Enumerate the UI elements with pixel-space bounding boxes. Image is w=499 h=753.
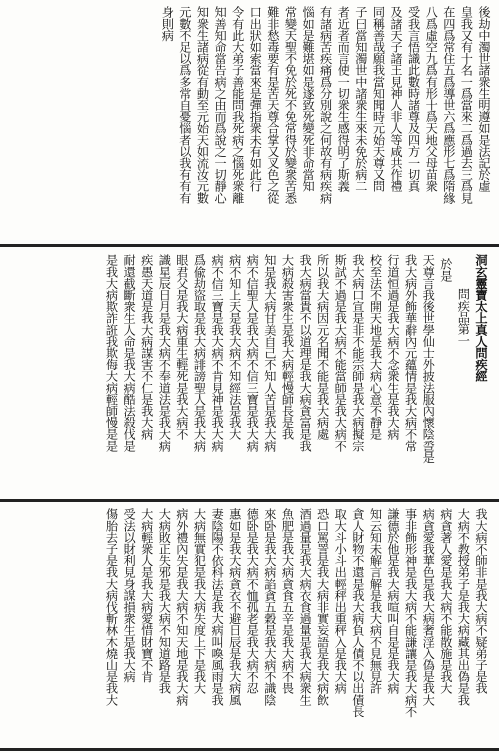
text-column: 酒過量是我大病衣食過量是我大病衆生 bbox=[298, 508, 313, 706]
text-column: 知云知未解言解是我大病不見無見許 bbox=[368, 508, 383, 694]
text-column: 後劫中濁世諸衆生明遵如是法記於虛 bbox=[477, 6, 491, 192]
middle-divider-line bbox=[0, 499, 499, 502]
text-column: 同稱善哉願我當知聞時元始天尊又問 bbox=[371, 6, 386, 192]
text-column: 大病輕衆人是我大病愛惜財寶不肯 bbox=[139, 508, 154, 683]
text-column: 疾愚天道是我大病謀害不仁是我大病 bbox=[139, 254, 154, 440]
bottom-text-panel bbox=[26, 254, 489, 494]
text-column: 病不信三寶是我大病不肯見神是我大病 bbox=[210, 254, 225, 452]
text-column: 耐還截斷衆生人命是我大病酷法殺伐是 bbox=[122, 254, 137, 452]
text-column: 識星辰日月是我大病不奉道法是我大病 bbox=[157, 254, 172, 452]
text-column: 者近者而言使一切衆生感得明了斯義 bbox=[336, 6, 351, 192]
text-column: 常變天聖不免於死不免常得於變衆苦悉 bbox=[283, 6, 298, 204]
text-column: 傷胎去子是我大病伐斬林木燒山是我大 bbox=[104, 508, 119, 706]
text-column: 妻陰陽不依科法是我大病叫喚風雨是我 bbox=[210, 508, 225, 706]
text-column: 大病無實犯是我大病失度上下是我大 bbox=[192, 508, 207, 694]
text-column: 有諸病苦疾痛爲分別說之何故有病疾病 bbox=[318, 6, 333, 204]
chapter-heading: 問疾品第一 bbox=[456, 288, 471, 347]
scripture-title: 洞玄靈寶太上真人問疾經 bbox=[474, 254, 488, 382]
text-column: 大病敗正失邪是我大病不知道路是我 bbox=[157, 508, 172, 694]
text-column: 令有此大弟子善能問我死病之惱死衆離 bbox=[230, 6, 245, 204]
text-column: 是我大病欺詐誑我欺侮大病輕師慢是是 bbox=[104, 254, 119, 452]
bottom-divider-line bbox=[0, 748, 499, 751]
text-column: 大病不教授弟子是我大病藏其出偽是我 bbox=[456, 508, 471, 706]
text-column: 來卧是我大病諂貪五穀是我大病不識陰 bbox=[262, 508, 277, 706]
text-column: 事非飾形神是我大病不能謙讓是我大病不 bbox=[403, 508, 418, 717]
text-column: 病不信聖人是我大病不信三寶是我大病 bbox=[245, 254, 260, 452]
text-column: 我大病不師非是我大病不疑弟子是我 bbox=[474, 508, 488, 694]
top-divider-line bbox=[0, 244, 499, 247]
text-column: 恐口罵詈是我大病非實妄語是我大病飲 bbox=[315, 508, 330, 706]
text-column: 魚肥是我大病貪食五辛是我大病不畏 bbox=[280, 508, 295, 694]
text-column: 口出狀如索當來是彈指衆未有如此行 bbox=[248, 6, 263, 192]
third-text-panel bbox=[26, 508, 489, 744]
text-column: 貪人財物不還是我大病負人債不以出債長 bbox=[350, 508, 365, 717]
text-column: 及諸天子諸王見神人非人等咸共作禮 bbox=[389, 6, 404, 192]
text-column: 德卧是我大病不恤孤老是我大病不忍 bbox=[245, 508, 260, 694]
text-column: 大病殺害衆生是我大病輕慢師長是我 bbox=[280, 254, 295, 440]
text-column: 斯試不過是我大病不能當師是我大病不 bbox=[333, 254, 348, 452]
text-column: 子曰當知濁世中諸衆生來未免於病二 bbox=[353, 6, 368, 192]
text-column: 行道恒過是我大病不念衆生是我大病 bbox=[386, 254, 401, 440]
top-text-panel bbox=[20, 6, 492, 240]
text-column: 元數不足以爲多常自憂惱者以我有有有 bbox=[177, 6, 192, 204]
text-column: 惱如是難堪如是遂致死變死非命當知 bbox=[301, 6, 316, 192]
text-column: 我大病外飾華辭內元蘊情是我大病不常 bbox=[403, 254, 418, 452]
text-column: 我大病當貴不以道理是我大病貪富是我 bbox=[298, 254, 313, 452]
text-column: 所以我大病因元名聞不能是我大病處 bbox=[315, 254, 330, 440]
text-column: 皇我又有十名一爲當來二爲過去三爲見 bbox=[459, 6, 474, 204]
text-column: 受我言悟識此數時諸尊及四方一切真 bbox=[406, 6, 421, 192]
text-column: 知善知命當告病之由而爲說之一切靜心 bbox=[213, 6, 228, 204]
text-column: 惠如是我大病貪衣不避日辰是我大病風 bbox=[227, 508, 242, 706]
text-column: 天尊言我後世學仙士外披法服內懷陰巹是 bbox=[421, 254, 436, 463]
text-column: 眼君父是我大病重生輕死是我大病不 bbox=[174, 254, 189, 440]
text-column: 病外禮內失是我大病不知天地是我大病 bbox=[174, 508, 189, 706]
text-column: 身則病 bbox=[160, 6, 175, 41]
text-column: 受法以財利見身謀損衆生是我大病 bbox=[122, 508, 137, 683]
text-column: 取大斗小斗出輕秤出重秤入是我大病 bbox=[333, 508, 348, 694]
text-column: 病貪著人愛是我大病不能散施是我大 bbox=[438, 508, 453, 694]
text-column: 知衆生諸病從有動至元始天如流汝元數 bbox=[195, 6, 210, 204]
text-column: 知是我大病甘美自己不知人苦是我大病 bbox=[262, 254, 277, 452]
narrative-intro: 於是 bbox=[438, 258, 453, 282]
text-column: 校至法不開天地是我大病心意不靜是 bbox=[368, 254, 383, 440]
text-column: 病貪愛我華色是我大病奢淫入偽是我大 bbox=[421, 508, 436, 706]
text-column: 在四爲常住五爲導世六爲應形七爲隋緣 bbox=[441, 6, 456, 204]
text-column: 難非愁毒要有是苦天尊合掌又叉色之從 bbox=[265, 6, 280, 204]
text-column: 謙德於他是我大病喧叫自是是我大病 bbox=[386, 508, 401, 694]
text-column: 八爲虛空九爲有形十爲天地父母苗衆 bbox=[424, 6, 439, 192]
text-column: 爲偸劫盜取是我大病誹謗聖人是我大病 bbox=[192, 254, 207, 452]
text-column: 病不知上天是我大病不知經法是我大 bbox=[227, 254, 242, 440]
text-column: 我大病口宣是非不能宗師是我大病擬宗 bbox=[350, 254, 365, 452]
